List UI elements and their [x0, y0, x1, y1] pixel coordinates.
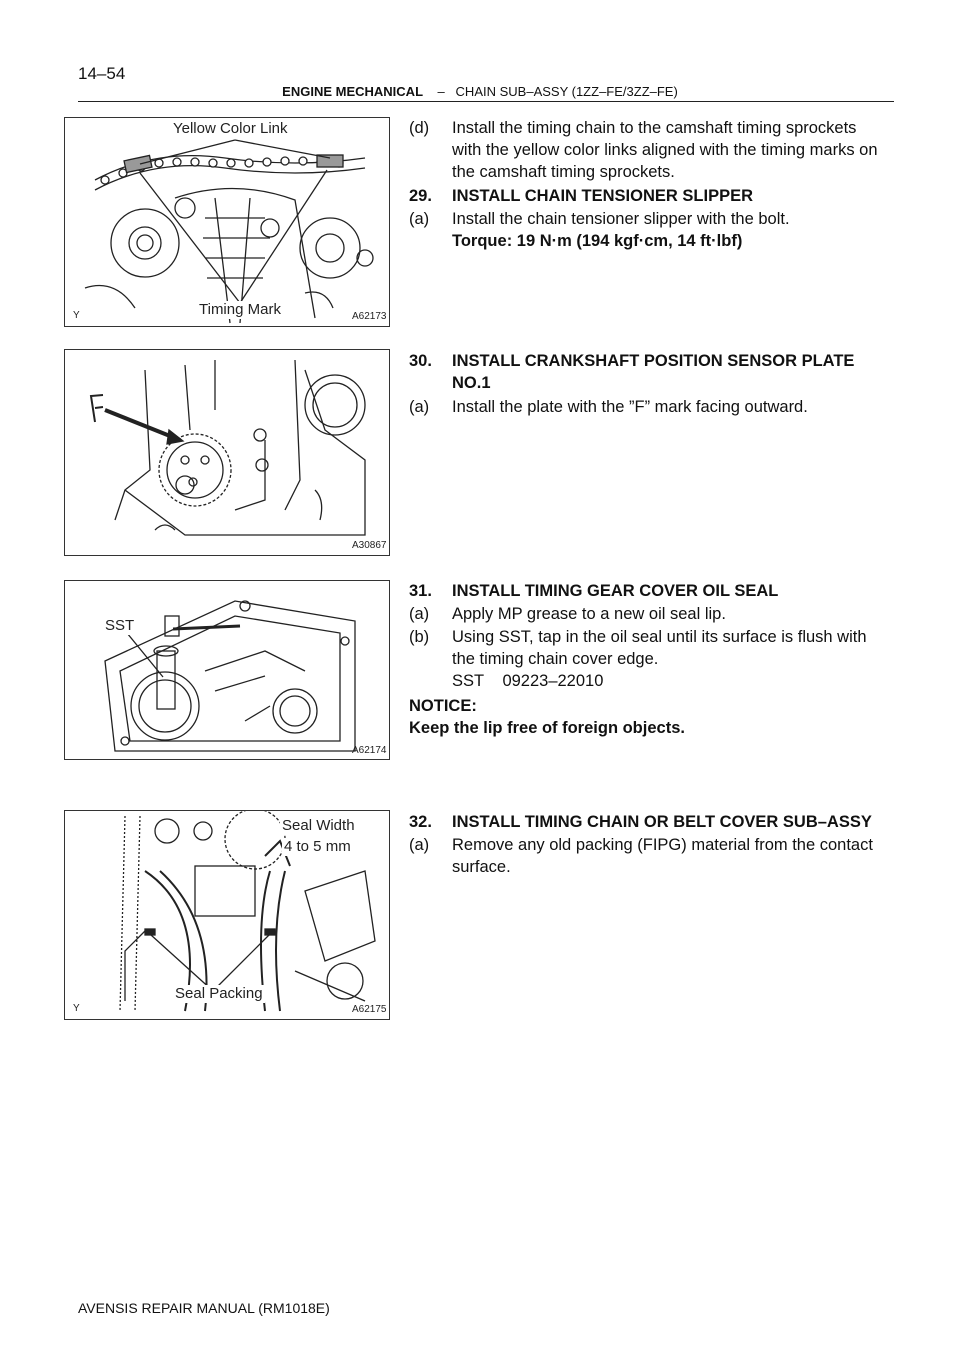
header-section: ENGINE MECHANICAL	[282, 84, 424, 99]
figure-marker: Y	[73, 1003, 80, 1014]
step-30a: (a) Install the plate with the ”F” mark facing outward.	[409, 398, 808, 416]
step-31-title: 31. INSTALL TIMING GEAR COVER OIL SEAL	[409, 582, 779, 600]
sensor-plate-drawing	[65, 350, 389, 555]
figure-sensor-plate	[64, 349, 390, 556]
figure-marker: Y	[73, 310, 80, 321]
step-29a: (a) Install the chain tensioner slipper with the bolt. Torque: 19 N·m (194 kgf·cm, 14 ft·lbf)	[409, 208, 899, 252]
figure-id: A62174	[352, 745, 387, 756]
header-separator: –	[437, 84, 445, 99]
step-31a: (a) Apply MP grease to a new oil seal lip.	[409, 605, 726, 623]
step-28d: (d) Install the timing chain to the camshaft timing sprockets with the yellow color links aligned with the timing marks on the camshaft timing sprockets.	[409, 119, 878, 181]
page-header	[0, 84, 960, 99]
sst-number: SST 09223–22010	[452, 672, 604, 690]
figure-seal-packing	[64, 810, 390, 1020]
oil-seal-drawing	[65, 581, 389, 759]
step-32a: (a) Remove any old packing (FIPG) material from the contact surface.	[409, 836, 873, 876]
figure-id: A62173	[352, 311, 387, 322]
timing-chain-drawing	[65, 118, 389, 326]
label-timing-mark: Timing Mark	[199, 301, 281, 318]
figure-timing-chain	[64, 117, 390, 327]
step-29-title: 29. INSTALL CHAIN TENSIONER SLIPPER	[409, 187, 753, 205]
figure-id: A30867	[352, 540, 387, 551]
notice-text: Keep the lip free of foreign objects.	[409, 719, 685, 737]
header-subsection: CHAIN SUB–ASSY (1ZZ–FE/3ZZ–FE)	[455, 84, 678, 99]
label-yellow-color-link: Yellow Color Link	[173, 120, 288, 137]
label-seal-packing: Seal Packing	[175, 985, 263, 1002]
page-number: 14–54	[78, 64, 126, 83]
step-31b: (b) Using SST, tap in the oil seal until its surface is flush with the timing chain cover edge. SST 09223–22010	[409, 626, 899, 692]
notice	[409, 695, 685, 739]
page-footer: AVENSIS REPAIR MANUAL (RM1018E)	[78, 1300, 330, 1316]
figure-id: A62175	[352, 1004, 387, 1015]
notice-title: NOTICE:	[409, 697, 477, 715]
label-sst: SST	[105, 617, 135, 634]
label-seal-width-value: 4 to 5 mm	[284, 838, 351, 855]
label-seal-width: Seal Width	[282, 817, 355, 834]
torque-spec: Torque: 19 N·m (194 kgf·cm, 14 ft·lbf)	[452, 232, 743, 250]
header-rule	[78, 101, 894, 102]
figure-oil-seal-sst	[64, 580, 390, 760]
step-30-title: 30. INSTALL CRANKSHAFT POSITION SENSOR PLATE NO.1	[409, 352, 855, 392]
step-32-title: 32. INSTALL TIMING CHAIN OR BELT COVER SUB–ASSY	[409, 813, 872, 831]
